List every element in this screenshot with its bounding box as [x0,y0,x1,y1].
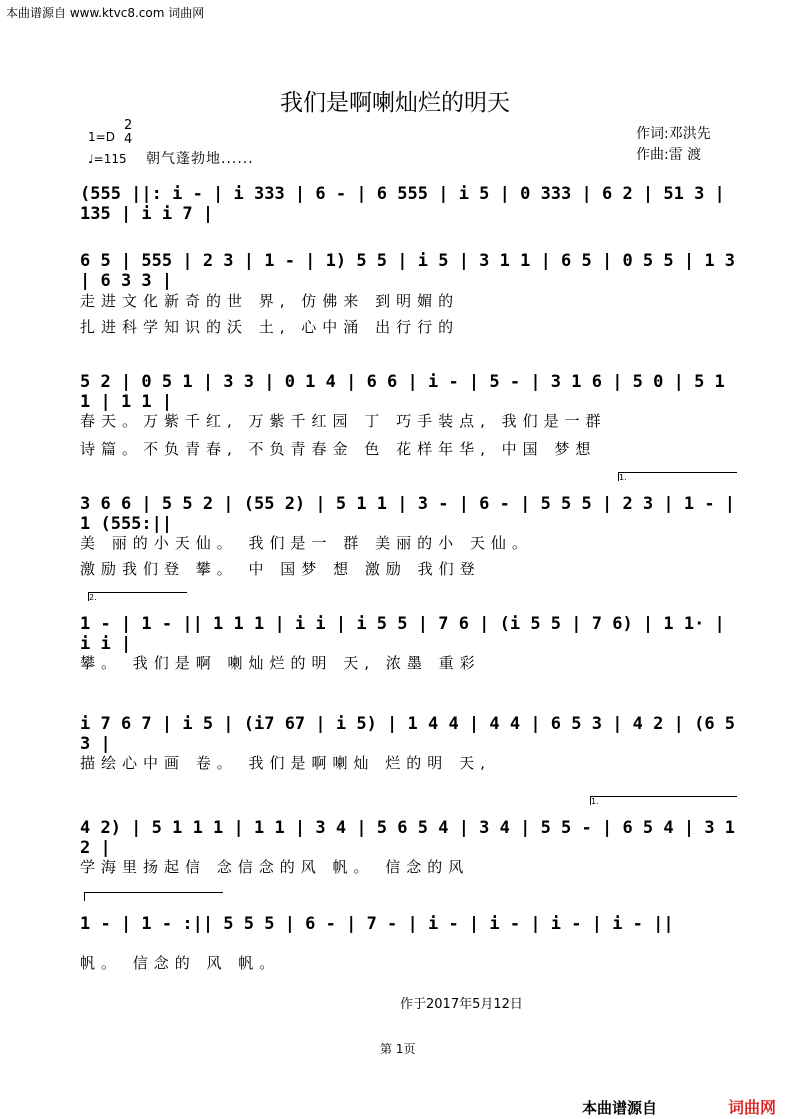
composer-credit: 作曲:雷 渡 [636,147,702,163]
brand-logo: 词曲网 [728,1098,777,1117]
volta-1: 1. [618,472,737,481]
score-system-8 [80,908,738,948]
notes-line: 1 - | 1 - || 1 1 1 | i i | i 5 5 | 7 6 | (i 5 5 | 7 6) | 1 1· | i i | [80,614,725,654]
volta-2: 2. [88,592,187,601]
key-signature: 1=D [88,130,115,144]
brand-source-text: 本曲谱源自 [582,1099,658,1117]
lyrics-verse-1: 美 丽的小天仙。 我们是一 群 美丽的小 天仙。 [80,534,533,552]
volta-bracket [84,892,223,901]
meter-top: 2 [124,118,133,133]
time-signature [124,119,132,147]
score-system-5 [80,608,738,654]
lyrics-line: 帆。 信念的 风 帆。 [80,954,281,972]
expression-marking: 朝气蓬勃地...... [146,151,254,167]
score-system-1 [80,178,738,224]
volta-1b: 1. [590,796,737,805]
score-system-7 [80,812,738,858]
score-system-3 [80,366,738,412]
lyricist-credit: 作词:邓洪先 [636,126,711,142]
notes-line: 1 - | 1 - :|| 5 5 5 | 6 - | 7 - | i - | i - | i - | i - || [80,914,674,934]
composition-date: 作于2017年5月12日 [400,997,523,1012]
source-header: 本曲谱源自 www.ktvc8.com 词曲网 [6,6,205,20]
lyrics-verse-1: 春天。万紫千红, 万紫千红园 丁 巧手装点, 我们是一群 [80,412,607,430]
page-number: 第 1页 [380,1042,416,1056]
lyrics-verse-2: 诗篇。不负青春, 不负青春金 色 花样年华, 中国 梦想 [80,440,597,458]
lyrics-line: 攀。 我们是啊 喇灿烂的明 天, 浓墨 重彩 [80,654,481,672]
tempo-marking: ♩=115 [88,152,127,166]
lyrics-line: 学海里扬起信 念信念的风 帆。 信念的风 [80,858,470,876]
lyrics-verse-2: 激励我们登 攀。 中 国梦 想 激励 我们登 [80,560,481,578]
score-system-4 [80,488,738,534]
score-system-2 [80,245,738,291]
lyrics-verse-2: 扎进科学知识的沃 土, 心中涌 出行行的 [80,318,460,336]
notes-line: 5 2 | 0 5 1 | 3 3 | 0 1 4 | 6 6 | i - | 5 - | 3 1 6 | 5 0 | 5 1 1 | 1 1 | [80,372,725,412]
notes-line: 4 2) | 5 1 1 1 | 1 1 | 3 4 | 5 6 5 4 | 3 4 | 5 5 - | 6 5 4 | 3 1 2 | [80,818,736,858]
lyrics-line: 描绘心中画 卷。 我们是啊喇灿 烂的明 天, [80,754,491,772]
notes-line: 6 5 | 555 | 2 3 | 1 - | 1) 5 5 | i 5 | 3 1 1 | 6 5 | 0 5 5 | 1 3 | 6 3 3 | [80,251,736,291]
meter-bottom: 4 [124,132,133,147]
song-title: 我们是啊喇灿烂的明天 [280,90,510,116]
notes-line: (555 ||: i - | i 333 | 6 - | 6 555 | i 5 | 0 333 | 6 2 | 51 3 | 135 | i i 7 | [80,184,725,224]
score-system-6 [80,708,738,754]
notes-line: 3 6 6 | 5 5 2 | (55 2) | 5 1 1 | 3 - | 6 - | 5 5 5 | 2 3 | 1 - | 1 (555:|| [80,494,736,534]
notes-line: i 7 6 7 | i 5 | (i7 67 | i 5) | 1 4 4 | 4 4 | 6 5 3 | 4 2 | (6 5 3 | [80,714,736,754]
lyrics-verse-1: 走进文化新奇的世 界, 仿佛来 到明媚的 [80,292,460,310]
